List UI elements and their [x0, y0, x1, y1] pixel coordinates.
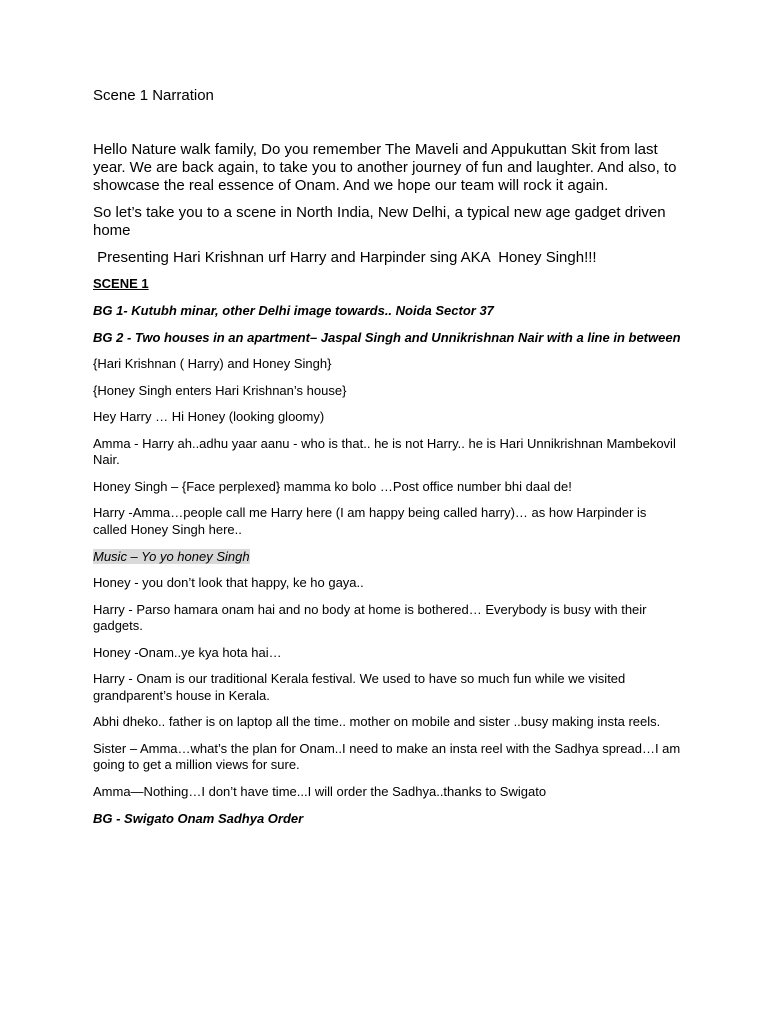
dialogue-line: Abhi dheko.. father is on laptop all the time.. mother on mobile and sister ..busy making insta reels.: [93, 714, 661, 729]
intro-paragraph: So let’s take you to a scene in North India, New Delhi, a typical new age gadget driven home: [93, 204, 666, 239]
dialogue-line: Honey - you don’t look that happy, ke ho gaya..: [93, 575, 364, 590]
stage-direction: BG 1- Kutubh minar, other Delhi image towards.. Noida Sector 37: [93, 303, 494, 318]
intro-paragraph: Hello Nature walk family, Do you remember The Maveli and Appukuttan Skit from last year. We are back again, to take you to another journey of fun and laughter. And also, to showcase the real essence of Onam. And we hope our team will rock it again.: [93, 141, 677, 194]
intro-paragraph: Presenting Hari Krishnan urf Harry and Harpinder sing AKA Honey Singh!!!: [93, 249, 597, 266]
dialogue-line: Amma - Harry ah..adhu yaar aanu - who is that.. he is not Harry.. he is Hari Unnikrishnan Mambekovil Nair.: [93, 435, 676, 467]
document-title: Scene 1 Narration: [93, 87, 214, 104]
dialogue-line: Honey -Onam..ye kya hota hai…: [93, 644, 282, 660]
dialogue-line: Hey Harry … Hi Honey (looking gloomy): [93, 409, 325, 424]
music-cue: [93, 548, 683, 565]
scene-heading: SCENE 1: [93, 276, 149, 291]
dialogue-line: Harry -Amma…people call me Harry here (I am happy being called harry)… as how Harpinder is called Honey Singh here..: [93, 505, 647, 537]
document-body: [93, 86, 683, 837]
dialogue-line: Harry - Parso hamara onam hai and no body at home is bothered… Everybody is busy with their gadgets.: [93, 601, 647, 633]
dialogue-line: Harry - Onam is our traditional Kerala festival. We used to have so much fun while we visited grandparent’s house in Kerala.: [93, 671, 626, 703]
stage-direction: BG - Swigato Onam Sadhya Order: [93, 811, 304, 826]
stage-direction: BG 2 - Two houses in an apartment– Jaspal Singh and Unnikrishnan Nair with a line in between: [93, 330, 681, 345]
dialogue-line: Amma—Nothing…I don’t have time...I will order the Sadhya..thanks to Swigato: [93, 783, 547, 799]
music-cue-text: Music – Yo yo honey Singh: [93, 549, 250, 564]
dialogue-line: Sister – Amma…what’s the plan for Onam..I need to make an insta reel with the Sadhya spread…I am going to get a million views for sure.: [93, 740, 681, 772]
dialogue-line: {Honey Singh enters Hari Krishnan’s house}: [93, 382, 347, 398]
dialogue-line: {Hari Krishnan ( Harry) and Honey Singh}: [93, 356, 332, 371]
dialogue-line: Honey Singh – {Face perplexed} mamma ko bolo …Post office number bhi daal de!: [93, 478, 572, 494]
